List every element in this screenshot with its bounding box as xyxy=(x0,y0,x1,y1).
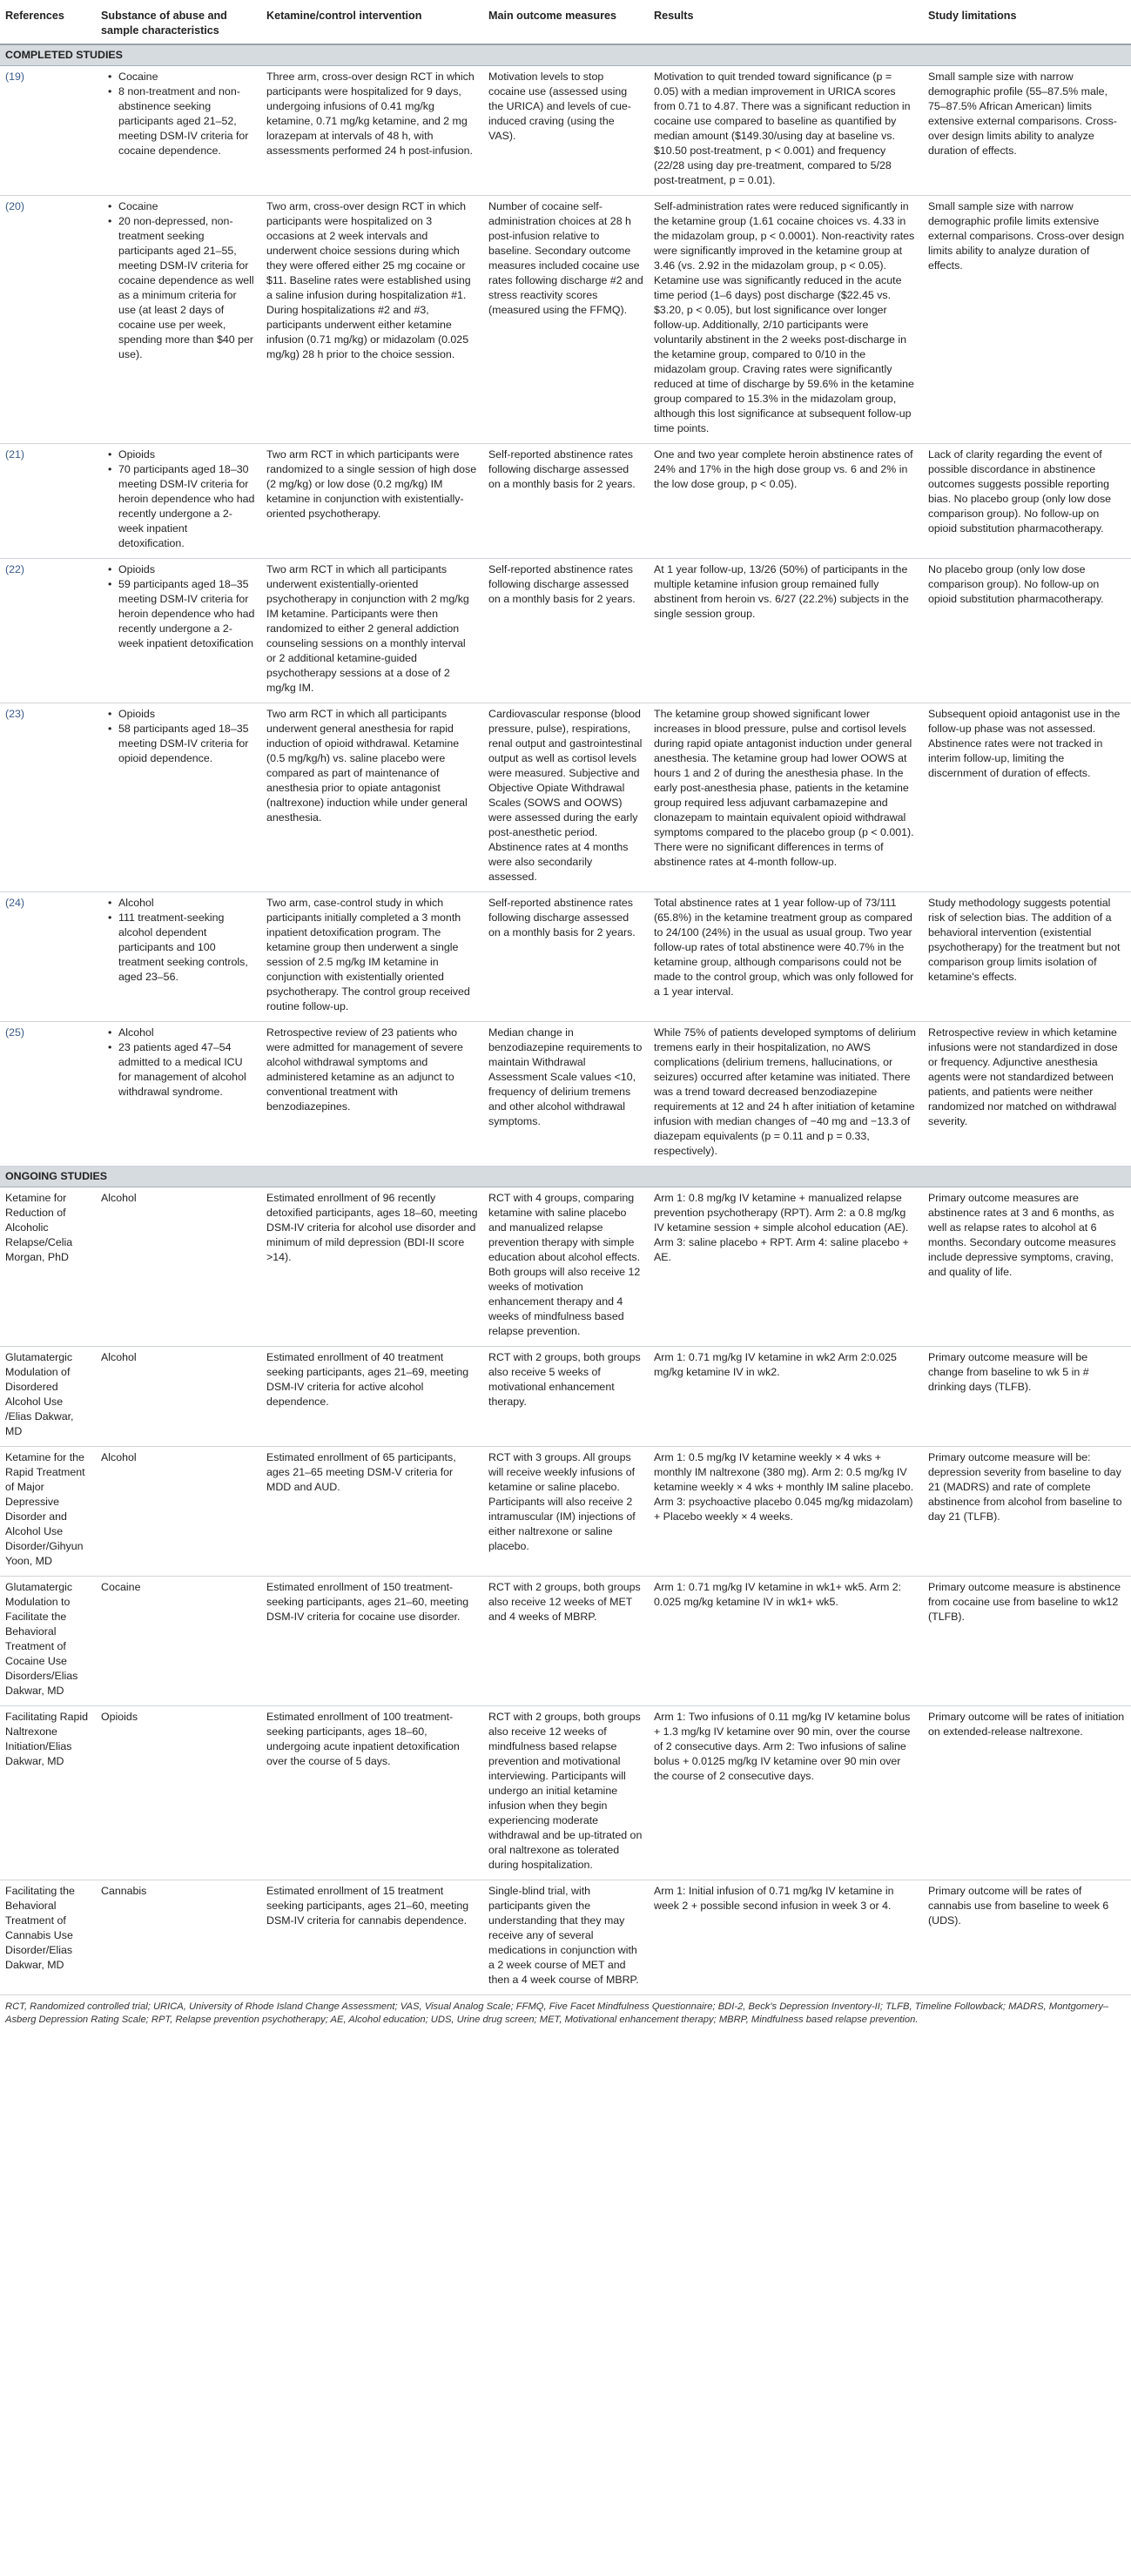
outcomes-cell: RCT with 2 groups, both groups also receive 12 weeks of MET and 4 weeks of MBRP. xyxy=(483,1577,649,1706)
substance-cell: Alcohol xyxy=(96,1187,261,1347)
substance-cell: Cocaine xyxy=(96,1577,261,1706)
limitations-cell: Primary outcome measure will be: depression severity from baseline to day 21 (MADRS) and rate of complete abstinence from alcohol from baseline to day 21 (TLFB). xyxy=(923,1447,1131,1577)
table-row xyxy=(0,1880,1131,1995)
table-row xyxy=(0,1706,1131,1880)
outcomes-cell: Self-reported abstinence rates following discharge assessed on a monthly basis for 2 years. xyxy=(483,559,649,703)
outcomes-cell: Cardiovascular response (blood pressure, pulse), respirations, renal output and gastrointestinal output as well as cortisol levels were measured. Subjective and Objective Opiate Withdrawal Scales (SOWS and OOWS) were assessed during the early post-anesthetic period. Abstinence rates at 4 months were also secondarily assessed. xyxy=(483,703,649,892)
limitations-cell: Retrospective review in which ketamine infusions were not standardized in dose or frequency. Adjunctive anesthesia agents were not standardized between patients, and patients were neither randomized nor matched on withdrawal severity. xyxy=(923,1022,1131,1167)
table-row xyxy=(0,703,1131,892)
table-row xyxy=(0,1347,1131,1447)
header-outcomes: Main outcome measures xyxy=(483,5,649,44)
intervention-cell: Estimated enrollment of 100 treatment-seeking participants, ages 18–60, undergoing acute inpatient detoxification over the course of 5 days. xyxy=(261,1706,483,1880)
substance-list xyxy=(101,447,256,551)
outcomes-cell: Motivation levels to stop cocaine use (assessed using the URICA) and levels of cue-induced craving (using the VAS). xyxy=(483,66,649,196)
reference-cell: (24) xyxy=(0,892,96,1022)
substance-list xyxy=(101,70,256,158)
intervention-cell: Two arm RCT in which all participants underwent existentially-oriented psychotherapy in conjunction with 2 mg/kg IM ketamine. Participants were then randomized to either 2 general addiction counseling sessions on a monthly interval or 2 additional ketamine-guided psychotherapy sessions at a dose of 2 mg/kg IM. xyxy=(261,559,483,703)
substance-list xyxy=(101,199,256,362)
results-cell: Arm 1: 0.5 mg/kg IV ketamine weekly × 4 wks + monthly IM naltrexone (380 mg). Arm 2: 0.5 mg/kg IV ketamine weekly × 4 wks + monthly IM saline placebo. Arm 3: psychoactive placebo 0.045 mg/kg midazolam) + Placebo weekly × 4 weeks. xyxy=(649,1447,923,1577)
results-cell: Total abstinence rates at 1 year follow-up of 73/111 (65.8%) in the ketamine treatment group as compared to 24/100 (24%) in the usual as usual group. Two year follow-up rates of total abstinence were 40.7% in the ketamine group, although comparisons could not be made to the control group, which was only followed for a 1 year interval. xyxy=(649,892,923,1022)
outcomes-cell: Single-blind trial, with participants given the understanding that they may receive any of several medications in conjunction with a 2 week course of MET and then a 4 week course of MBRP. xyxy=(483,1880,649,1995)
header-results: Results xyxy=(649,5,923,44)
list-item: • Opioids xyxy=(111,447,256,462)
reference-cell: Glutamatergic Modulation to Facilitate the Behavioral Treatment of Cocaine Use Disorders/Elias Dakwar, MD xyxy=(0,1577,96,1706)
header-substance: Substance of abuse and sample characteristics xyxy=(96,5,261,44)
reference-cell: (20) xyxy=(0,196,96,444)
list-item: • 8 non-treatment and non-abstinence seeking participants aged 21–52, meeting DSM-IV criteria for cocaine dependence. xyxy=(111,84,256,158)
results-cell: Arm 1: 0.71 mg/kg IV ketamine in wk1+ wk5. Arm 2: 0.025 mg/kg ketamine IV in wk1+ wk5. xyxy=(649,1577,923,1706)
limitations-cell: Lack of clarity regarding the event of possible discordance in abstinence outcomes suggests possible reporting bias. No placebo group (only low dose comparison group). No follow-up on opioid substitution pharmacotherapy. xyxy=(923,444,1131,559)
list-item: • Opioids xyxy=(111,707,256,722)
list-item: • Opioids xyxy=(111,562,256,577)
outcomes-cell: Number of cocaine self-administration choices at 28 h post-infusion relative to baseline. Secondary outcome measures included cocaine use rates following discharge #2 and stress reactivity scores (measured using the FFMQ). xyxy=(483,196,649,444)
outcomes-cell: Self-reported abstinence rates following discharge assessed on a monthly basis for 2 years. xyxy=(483,892,649,1022)
results-cell: Self-administration rates were reduced significantly in the ketamine group (1.61 cocaine choices vs. 4.33 in the midazolam group, p < 0.0001). Non-reactivity rates were significantly improved in the ketamine group at 3.46 (vs. 2.92 in the midazolam group, p < 0.05). Ketamine use was significantly reduced in the acute time period (1–6 days) post discharge ($22.45 vs. $3.20, p < 0.05), but lost significance over longer follow-up. Additionally, 2/10 participants were voluntarily abstinent in the 2 weeks post-discharge in the ketamine group, compared to 0/10 in the midazolam group. Craving rates were significantly reduced at time of discharge by 59.6% in the ketamine group compared to 15.3% in the midazolam group, although this lost significance at subsequent follow-up time points. xyxy=(649,196,923,444)
intervention-cell: Two arm RCT in which participants were randomized to a single session of high dose (2 mg/kg) or low dose (0.2 mg/kg) IM ketamine in conjunction with existentially-oriented psychotherapy. xyxy=(261,444,483,559)
results-cell: Arm 1: Initial infusion of 0.71 mg/kg IV ketamine in week 2 + possible second infusion in week 3 or 4. xyxy=(649,1880,923,1995)
table-row xyxy=(0,1447,1131,1577)
table-row xyxy=(0,1187,1131,1347)
intervention-cell: Two arm, cross-over design RCT in which participants were hospitalized on 3 occasions at 2 week intervals and underwent choice sessions during which they were offered either 25 mg cocaine or $11. Baseline rates were established using a saline infusion during hospitalization #1. During hospitalizations #2 and #3, participants underwent either ketamine infusion (0.71 mg/kg) or midazolam (0.025 mg/kg) 28 h prior to the choice session. xyxy=(261,196,483,444)
table-row xyxy=(0,66,1131,196)
list-item: • 58 participants aged 18–35 meeting DSM-IV criteria for opioid dependence. xyxy=(111,722,256,766)
section-ongoing xyxy=(0,1167,1131,1187)
studies-table xyxy=(0,5,1131,1995)
substance-cell xyxy=(96,703,261,892)
intervention-cell: Estimated enrollment of 40 treatment seeking participants, ages 21–69, meeting DSM-IV criteria for active alcohol dependence. xyxy=(261,1347,483,1447)
outcomes-cell: RCT with 4 groups, comparing ketamine with saline placebo and manualized relapse prevention therapy with simple education about alcohol effects. Both groups will also receive 12 weeks of motivation enhancement therapy and 4 weeks of mindfulness based relapse prevention. xyxy=(483,1187,649,1347)
list-item: • Alcohol xyxy=(111,1026,256,1040)
reference-cell: (25) xyxy=(0,1022,96,1167)
limitations-cell: Subsequent opioid antagonist use in the follow-up phase was not assessed. Abstinence rates were not tracked in interim follow-up, limiting the discernment of duration of effects. xyxy=(923,703,1131,892)
substance-cell: Alcohol xyxy=(96,1447,261,1577)
substance-cell xyxy=(96,66,261,196)
table-row xyxy=(0,559,1131,703)
table-row xyxy=(0,196,1131,444)
results-cell: At 1 year follow-up, 13/26 (50%) of participants in the multiple ketamine infusion group remained fully abstinent from heroin vs. 6/27 (22.2%) subjects in the single session group. xyxy=(649,559,923,703)
section-ongoing-label: ONGOING STUDIES xyxy=(0,1167,1131,1187)
outcomes-cell: RCT with 3 groups. All groups will receive weekly infusions of ketamine or saline placebo. Participants will also receive 2 intramuscular (IM) injections of either naltrexone or saline placebo. xyxy=(483,1447,649,1577)
section-completed-label: COMPLETED STUDIES xyxy=(0,44,1131,66)
list-item: • Alcohol xyxy=(111,896,256,911)
reference-cell: (23) xyxy=(0,703,96,892)
intervention-cell: Two arm RCT in which all participants underwent general anesthesia for rapid induction of opioid withdrawal. Ketamine (0.5 mg/kg/h) vs. saline placebo were compared as part of maintenance of anesthesia prior to opiate antagonist (naltrexone) induction while under general anesthesia. xyxy=(261,703,483,892)
table-footnote: RCT, Randomized controlled trial; URICA, University of Rhode Island Change Assessment; VAS, Visual Analog Scale; FFMQ, Five Facet Mindfulness Questionnaire; BDI-2, Beck's Depression Inventory-II; TLFB, Timeline Followback; MADRS, Montgomery–Asberg Depression Rating Scale; RPT, Relapse prevention psychotherapy; AE, Alcohol education; UDS, Urine drug screen; MET, Motivational enhancement therapy; MBRP, Mindfulness based relapse prevention. xyxy=(5,2001,1109,2025)
substance-list xyxy=(101,562,256,651)
substance-cell xyxy=(96,1022,261,1167)
substance-cell: Opioids xyxy=(96,1706,261,1880)
table-header-row xyxy=(0,5,1131,44)
results-cell: The ketamine group showed significant lower increases in blood pressure, pulse and cortisol levels during rapid opiate antagonist induction under general anesthesia. The ketamine group had lower OOWS at hours 1 and 2 of during the anesthesia phase. In the early post-anesthesia phase, patients in the ketamine group required less adjuvant carbamazepine and clonazepam to maintain equivalent opioid withdrawal symptoms compared to the placebo group (p < 0.001). There were no significant differences in terms of abstinence rates at 4-month follow-up. xyxy=(649,703,923,892)
reference-cell: (22) xyxy=(0,559,96,703)
intervention-cell: Two arm, case-control study in which participants initially completed a 3 month inpatient detoxification program. The ketamine group then underwent a single session of 2.5 mg/kg IM ketamine in conjunction with existentially oriented psychotherapy. The control group received routine follow-up. xyxy=(261,892,483,1022)
results-cell: Arm 1: 0.71 mg/kg IV ketamine in wk2 Arm 2:0.025 mg/kg ketamine IV in wk2. xyxy=(649,1347,923,1447)
limitations-cell: Primary outcome measure will be change from baseline to wk 5 in # drinking days (TLFB). xyxy=(923,1347,1131,1447)
results-cell: One and two year complete heroin abstinence rates of 24% and 17% in the high dose group vs. 6 and 2% in the low dose group, p < 0.05). xyxy=(649,444,923,559)
results-cell: Motivation to quit trended toward significance (p = 0.05) with a median improvement in URICA scores from 0.71 to 4.87. There was a significant reduction in cocaine use compared to baseline as quantified by median amount ($149.30/using day at baseline vs. $10.50 post-treatment, p < 0.001) and frequency (22/28 using day pre-treatment, compared to 5/28 post-treatment, p = 0.01). xyxy=(649,66,923,196)
outcomes-cell: RCT with 2 groups, both groups also receive 12 weeks of mindfulness based relapse prevention and motivational interviewing. Participants will undergo an initial ketamine infusion when they begin experiencing moderate withdrawal and be up-titrated on oral naltrexone as tolerated during hospitalization. xyxy=(483,1706,649,1880)
section-completed xyxy=(0,44,1131,66)
substance-cell xyxy=(96,196,261,444)
header-intervention: Ketamine/control intervention xyxy=(261,5,483,44)
reference-cell: Ketamine for the Rapid Treatment of Major Depressive Disorder and Alcohol Use Disorder/Gihyun Yoon, MD xyxy=(0,1447,96,1577)
substance-list xyxy=(101,707,256,766)
intervention-cell: Estimated enrollment of 150 treatment-seeking participants, ages 21–60, meeting DSM-IV criteria for cocaine use disorder. xyxy=(261,1577,483,1706)
header-limitations: Study limitations xyxy=(923,5,1131,44)
substance-cell: Cannabis xyxy=(96,1880,261,1995)
limitations-cell: Primary outcome measures are abstinence rates at 3 and 6 months, as well as relapse rates to alcohol at 6 months. Secondary outcome measures include depressive symptoms, craving, and quality of life. xyxy=(923,1187,1131,1347)
limitations-cell: Primary outcome will be rates of initiation on extended-release naltrexone. xyxy=(923,1706,1131,1880)
table-row xyxy=(0,1577,1131,1706)
table-row xyxy=(0,444,1131,559)
substance-list xyxy=(101,896,256,985)
reference-cell: Glutamatergic Modulation of Disordered Alcohol Use /Elias Dakwar, MD xyxy=(0,1347,96,1447)
table-row xyxy=(0,892,1131,1022)
intervention-cell: Estimated enrollment of 96 recently detoxified participants, ages 18–60, meeting DSM-IV criteria for alcohol use disorder and minimum of mild depression (BDI-II score >14). xyxy=(261,1187,483,1347)
reference-cell: Facilitating Rapid Naltrexone Initiation/Elias Dakwar, MD xyxy=(0,1706,96,1880)
reference-cell: (21) xyxy=(0,444,96,559)
list-item: • 59 participants aged 18–35 meeting DSM-IV criteria for heroin dependence who had recently undergone a 2-week inpatient detoxification xyxy=(111,577,256,651)
limitations-cell: Primary outcome will be rates of cannabis use from baseline to week 6 (UDS). xyxy=(923,1880,1131,1995)
substance-cell: Alcohol xyxy=(96,1347,261,1447)
results-cell: Arm 1: 0.8 mg/kg IV ketamine + manualized relapse prevention psychotherapy (RPT). Arm 2: a 0.8 mg/kg IV ketamine session + simple alcohol education (AE). Arm 3: saline placebo + RPT. Arm 4: saline placebo + AE. xyxy=(649,1187,923,1347)
limitations-cell: Study methodology suggests potential risk of selection bias. The addition of a behavioral intervention (existential psychotherapy) for the treatment but not comparison group limits isolation of ketamine's effects. xyxy=(923,892,1131,1022)
intervention-cell: Retrospective review of 23 patients who were admitted for management of severe alcohol withdrawal symptoms and administered ketamine as an adjunct to conventional treatment with benzodiazepines. xyxy=(261,1022,483,1167)
list-item: • 20 non-depressed, non-treatment seeking participants aged 21–55, meeting DSM-IV criteria for cocaine dependence as well as a minimum criteria for use (at least 2 days of cocaine use per week, spending more than $40 per use). xyxy=(111,214,256,362)
limitations-cell: No placebo group (only low dose comparison group). No follow-up on opioid substitution pharmacotherapy. xyxy=(923,559,1131,703)
outcomes-cell: Median change in benzodiazepine requirements to maintain Withdrawal Assessment Scale values <10, frequency of delirium tremens and other alcohol withdrawal symptoms. xyxy=(483,1022,649,1167)
intervention-cell: Estimated enrollment of 15 treatment seeking participants, ages 21–60, meeting DSM-IV criteria for cannabis dependence. xyxy=(261,1880,483,1995)
results-cell: While 75% of patients developed symptoms of delirium tremens early in their hospitalization, no AWS complications (delirium tremens, hallucinations, or seizures) occurred after ketamine was initiated. There was a trend toward decreased benzodiazepine requirements at 12 and 24 h after initiation of ketamine infusion with median changes of −40 mg and −13.3 of diazepam equivalents (p = 0.11 and p = 0.33, respectively). xyxy=(649,1022,923,1167)
intervention-cell: Three arm, cross-over design RCT in which participants were hospitalized for 9 days, undergoing infusions of 0.41 mg/kg ketamine, 0.71 mg/kg ketamine, and 2 mg lorazepam at intervals of 48 h, with assessments performed 24 h post-infusion. xyxy=(261,66,483,196)
results-cell: Arm 1: Two infusions of 0.11 mg/kg IV ketamine bolus + 1.3 mg/kg IV ketamine over 90 min, over the course of 2 consecutive days. Arm 2: Two infusions of saline bolus + 0.0125 mg/kg IV ketamine over 90 min over the course of 2 consecutive days. xyxy=(649,1706,923,1880)
list-item: • Cocaine xyxy=(111,70,256,84)
substance-list xyxy=(101,1026,256,1100)
list-item: • 23 patients aged 47–54 admitted to a medical ICU for management of alcohol withdrawal syndrome. xyxy=(111,1040,256,1100)
outcomes-cell: Self-reported abstinence rates following discharge assessed on a monthly basis for 2 years. xyxy=(483,444,649,559)
substance-cell xyxy=(96,892,261,1022)
list-item: • 70 participants aged 18–30 meeting DSM-IV criteria for heroin dependence who had recently undergone a 2-week inpatient detoxification. xyxy=(111,462,256,551)
intervention-cell: Estimated enrollment of 65 participants, ages 21–65 meeting DSM-V criteria for MDD and AUD. xyxy=(261,1447,483,1577)
substance-cell xyxy=(96,559,261,703)
reference-cell: Facilitating the Behavioral Treatment of Cannabis Use Disorder/Elias Dakwar, MD xyxy=(0,1880,96,1995)
header-references: References xyxy=(0,5,96,44)
limitations-cell: Small sample size with narrow demographic profile (55–87.5% male, 75–87.5% African American) limits extensive external comparisons. Cross-over design limits ability to analyze duration of effects. xyxy=(923,66,1131,196)
reference-cell: (19) xyxy=(0,66,96,196)
outcomes-cell: RCT with 2 groups, both groups also receive 5 weeks of motivational enhancement therapy. xyxy=(483,1347,649,1447)
limitations-cell: Primary outcome measure is abstinence from cocaine use from baseline to wk12 (TLFB). xyxy=(923,1577,1131,1706)
limitations-cell: Small sample size with narrow demographic profile limits extensive external comparisons. Cross-over design limits ability to analyze duration of effects. xyxy=(923,196,1131,444)
list-item: • Cocaine xyxy=(111,199,256,214)
reference-cell: Ketamine for Reduction of Alcoholic Relapse/Celia Morgan, PhD xyxy=(0,1187,96,1347)
table-row xyxy=(0,1022,1131,1167)
list-item: • 111 treatment-seeking alcohol dependent participants and 100 treatment seeking controls, aged 23–56. xyxy=(111,911,256,985)
substance-cell xyxy=(96,444,261,559)
